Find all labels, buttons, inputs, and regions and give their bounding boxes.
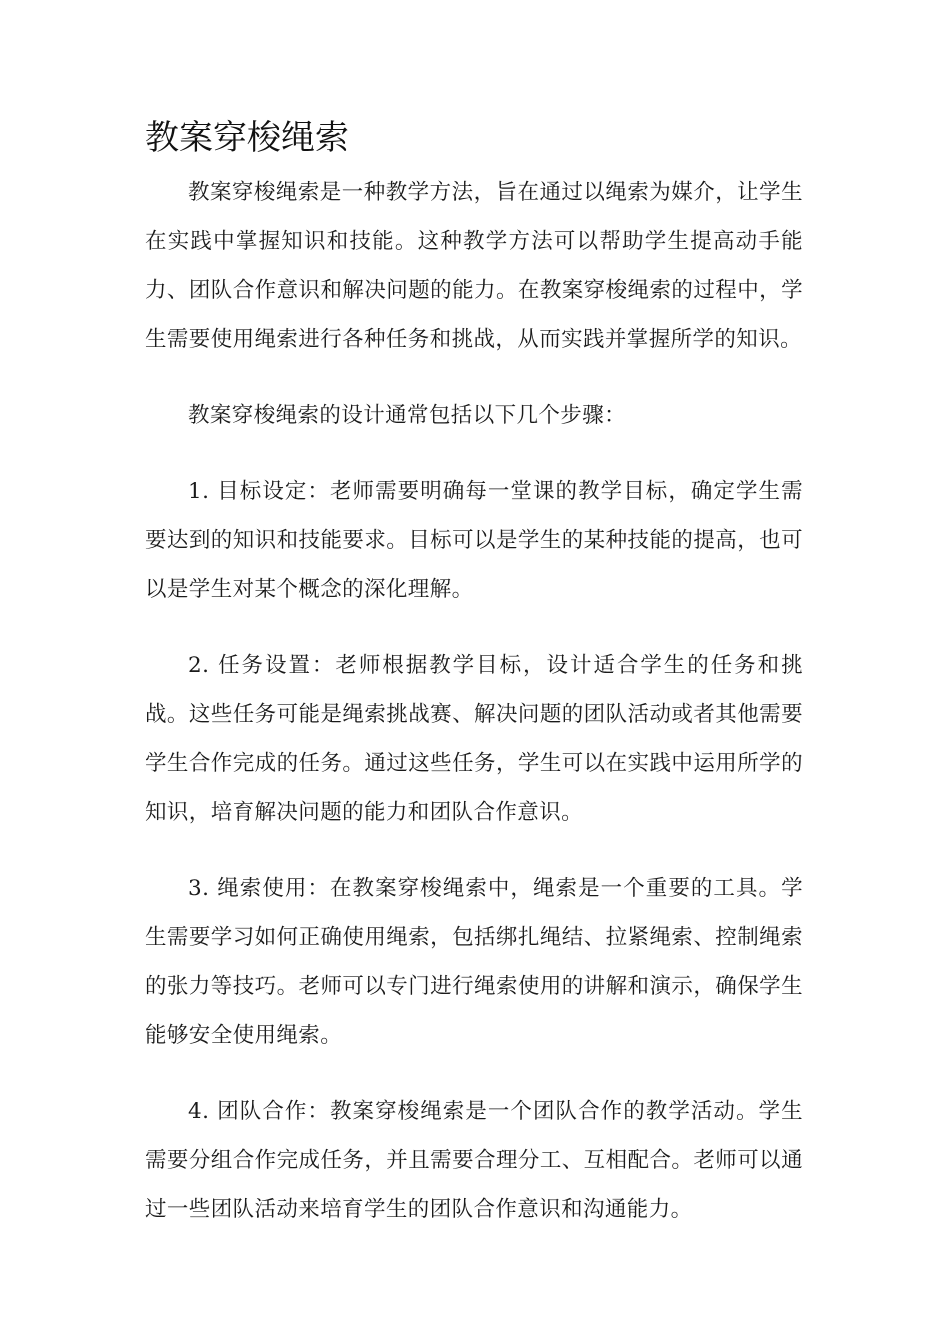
- document-body: [145, 168, 803, 1261]
- document-title: 教案穿梭绳索: [145, 118, 349, 158]
- paragraph-steps-intro: 教案穿梭绳索的设计通常包括以下几个步骤：: [188, 403, 627, 428]
- paragraph-step-rope-usage: 3. 绳索使用：在教案穿梭绳索中，绳索是一个重要的工具。学生需要学习如何正确使用绳索，包括绑扎绳结、拉紧绳索、控制绳索的张力等技巧。老师可以专门进行绳索使用的讲解和演示，确保学生能够安全使用绳索。: [145, 876, 803, 1048]
- paragraph-step-teamwork: 4. 团队合作：教案穿梭绳索是一个团队合作的教学活动。学生需要分组合作完成任务，并且需要合理分工、互相配合。老师可以通过一些团队活动来培育学生的团队合作意识和沟通能力。: [145, 1099, 803, 1222]
- paragraph-step-goal-setting: 1. 目标设定：老师需要明确每一堂课的教学目标，确定学生需要达到的知识和技能要求。目标可以是学生的某种技能的提高，也可以是学生对某个概念的深化理解。: [145, 479, 803, 602]
- paragraph-intro: 教案穿梭绳索是一种教学方法，旨在通过以绳索为媒介，让学生在实践中掌握知识和技能。这种教学方法可以帮助学生提高动手能力、团队合作意识和解决问题的能力。在教案穿梭绳索的过程中，学生需要使用绳索进行各种任务和挑战，从而实践并掌握所学的知识。: [145, 180, 803, 352]
- paragraph-step-task-setting: 2. 任务设置：老师根据教学目标，设计适合学生的任务和挑战。这些任务可能是绳索挑战赛、解决问题的团队活动或者其他需要学生合作完成的任务。通过这些任务，学生可以在实践中运用所学的知识，培育解决问题的能力和团队合作意识。: [145, 653, 803, 825]
